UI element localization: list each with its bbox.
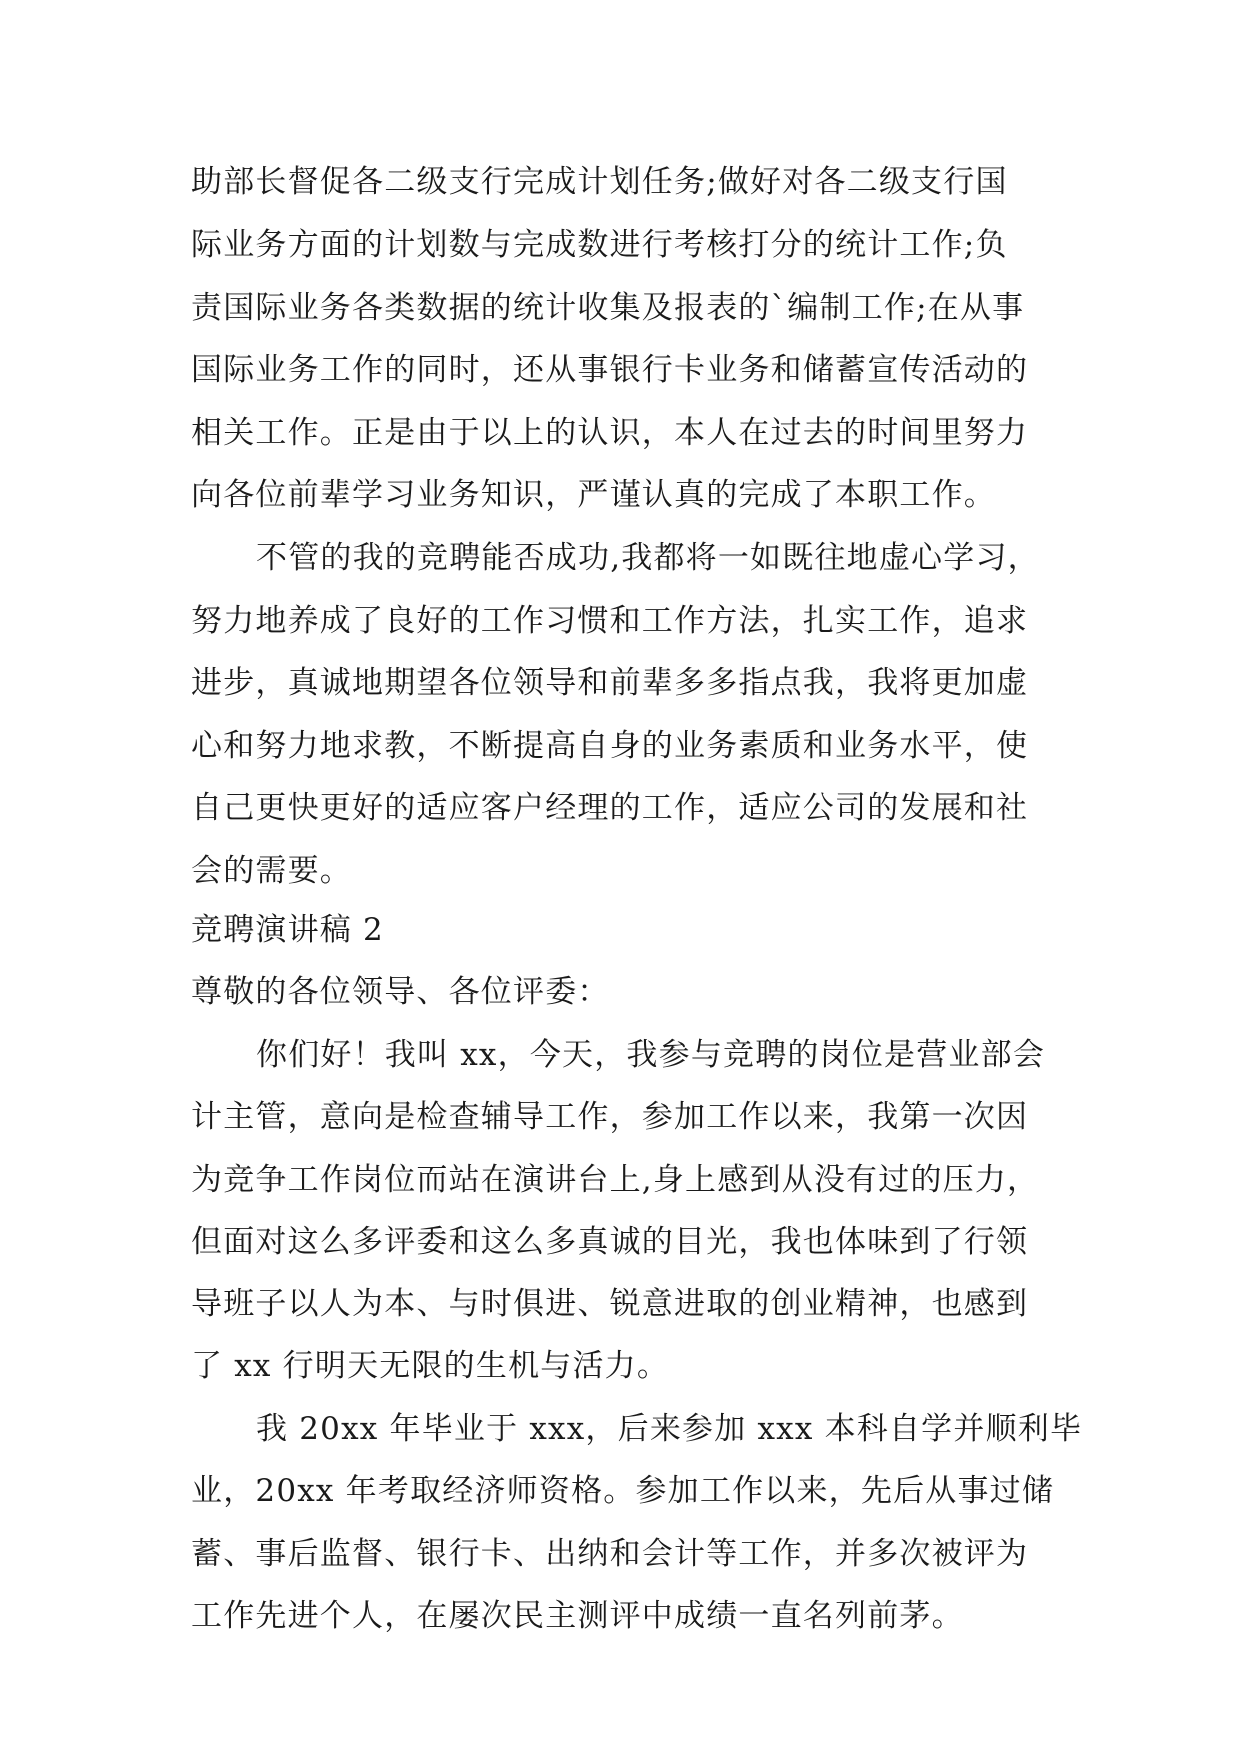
paragraph-2-line-6: 会的需要。 [191, 853, 352, 889]
paragraph-2-line-1: 不管的我的竞聘能否成功,我都将一如既往地虚心学习， [256, 540, 1040, 576]
paragraph-3-line-3: 为竞争工作岗位而站在演讲台上,身上感到从没有过的压力， [191, 1162, 1040, 1198]
section-heading: 竞聘演讲稿 2 [191, 912, 384, 948]
paragraph-1-line-2: 际业务方面的计划数与完成数进行考核打分的统计工作;负 [191, 227, 1008, 263]
paragraph-3-line-1: 你们好！我叫 xx，今天，我参与竞聘的岗位是营业部会 [256, 1037, 1046, 1073]
paragraph-1-line-1: 助部长督促各二级支行完成计划任务;做好对各二级支行国 [191, 164, 1008, 200]
paragraph-3-line-4: 但面对这么多评委和这么多真诚的目光，我也体味到了行领 [191, 1224, 1029, 1260]
paragraph-2-line-2: 努力地养成了良好的工作习惯和工作方法，扎实工作，追求 [191, 603, 1029, 639]
paragraph-4-line-3: 蓄、事后监督、银行卡、出纳和会计等工作，并多次被评为 [191, 1536, 1029, 1572]
paragraph-2-line-3: 进步，真诚地期望各位领导和前辈多多指点我，我将更加虚 [191, 665, 1029, 701]
paragraph-2-line-5: 自己更快更好的适应客户经理的工作，适应公司的发展和社 [191, 790, 1029, 826]
paragraph-1-line-5: 相关工作。正是由于以上的认识，本人在过去的时间里努力 [191, 415, 1029, 451]
paragraph-4-line-2: 业，20xx 年考取经济师资格。参加工作以来，先后从事过储 [191, 1473, 1055, 1509]
salutation: 尊敬的各位领导、各位评委： [191, 974, 610, 1010]
paragraph-1-line-4: 国际业务工作的同时，还从事银行卡业务和储蓄宣传活动的 [191, 352, 1029, 388]
paragraph-3-line-5: 导班子以人为本、与时俱进、锐意进取的创业精神，也感到 [191, 1286, 1029, 1322]
paragraph-1-line-3: 责国际业务各类数据的统计收集及报表的`编制工作;在从事 [191, 290, 1025, 326]
paragraph-3-line-2: 计主管，意向是检查辅导工作，参加工作以来，我第一次因 [191, 1099, 1029, 1135]
paragraph-2-line-4: 心和努力地求教，不断提高自身的业务素质和业务水平，使 [191, 728, 1029, 764]
paragraph-4-line-4: 工作先进个人，在屡次民主测评中成绩一直名列前茅。 [191, 1598, 964, 1634]
paragraph-4-line-1: 我 20xx 年毕业于 xxx，后来参加 xxx 本科自学并顺利毕 [256, 1411, 1083, 1447]
paragraph-1-line-6: 向各位前辈学习业务知识，严谨认真的完成了本职工作。 [191, 477, 996, 513]
paragraph-3-line-6: 了 xx 行明天无限的生机与活力。 [191, 1348, 670, 1384]
